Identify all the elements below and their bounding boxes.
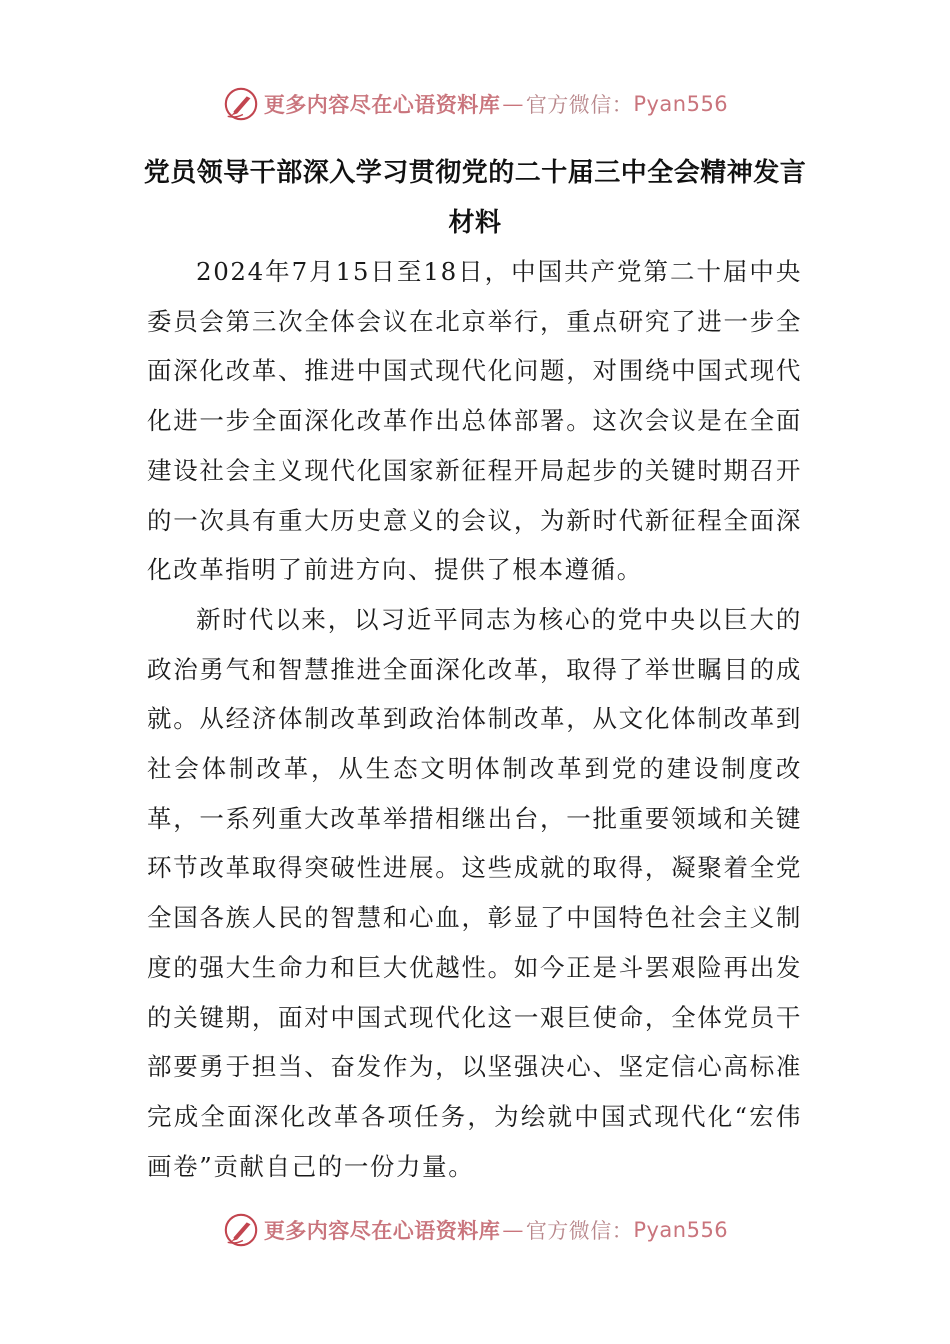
paragraph: 2024年7月15日至18日，中国共产党第二十届中央委员会第三次全体会议在北京举行，重点研究了进一步全面深化改革、推进中国式现代化问题，对围绕中国式现代化进一步全面深化改革作出总体部署。这次会议是在全面建设社会主义现代化国家新征程开局起步的关键时期召开的一次具有重大历史意义的会议，为新时代新征程全面深化改革指明了前进方向、提供了根本遵循。 [147, 257, 802, 585]
paragraph: 新时代以来，以习近平同志为核心的党中央以巨大的政治勇气和智慧推进全面深化改革，取得了举世瞩目的成就。从经济体制改革到政治体制改革，从文化体制改革到社会体制改革，从生态文明体制改革到党的建设制度改革，一系列重大改革举措相继出台，一批重要领域和关键环节改革取得突破性进展。这些成就的取得，凝聚着全党全国各族人民的智慧和心血，彰显了中国特色社会主义制度的强大生命力和巨大优越性。如今正是斗罢艰险再出发的关键期，面对中国式现代化这一艰巨使命，全体党员干部要勇于担当、奋发作为，以坚强决心、坚定信心高标准完成全面深化改革各项任务，为绘就中国式现代化“宏伟画卷”贡献自己的一份力量。 [147, 604, 802, 1181]
banner-separator: — [502, 1218, 524, 1242]
footer-banner [0, 1208, 950, 1252]
banner-handle: Pyan556 [633, 92, 729, 116]
banner-official-label: 官方微信： [525, 1219, 634, 1243]
banner-official-label: 官方微信： [525, 93, 634, 117]
banner-handle: Pyan556 [633, 1218, 729, 1242]
document-title: 党员领导干部深入学习贯彻党的二十届三中全会精神发言材料 [143, 158, 807, 238]
banner-separator: — [502, 92, 524, 116]
pen-logo-icon [222, 85, 260, 123]
header-banner [0, 82, 950, 126]
document-body [147, 247, 802, 1191]
banner-brand: 更多内容尽在心语资料库 [263, 92, 501, 117]
banner-brand: 更多内容尽在心语资料库 [263, 1218, 501, 1243]
pen-logo-icon [222, 1211, 260, 1249]
